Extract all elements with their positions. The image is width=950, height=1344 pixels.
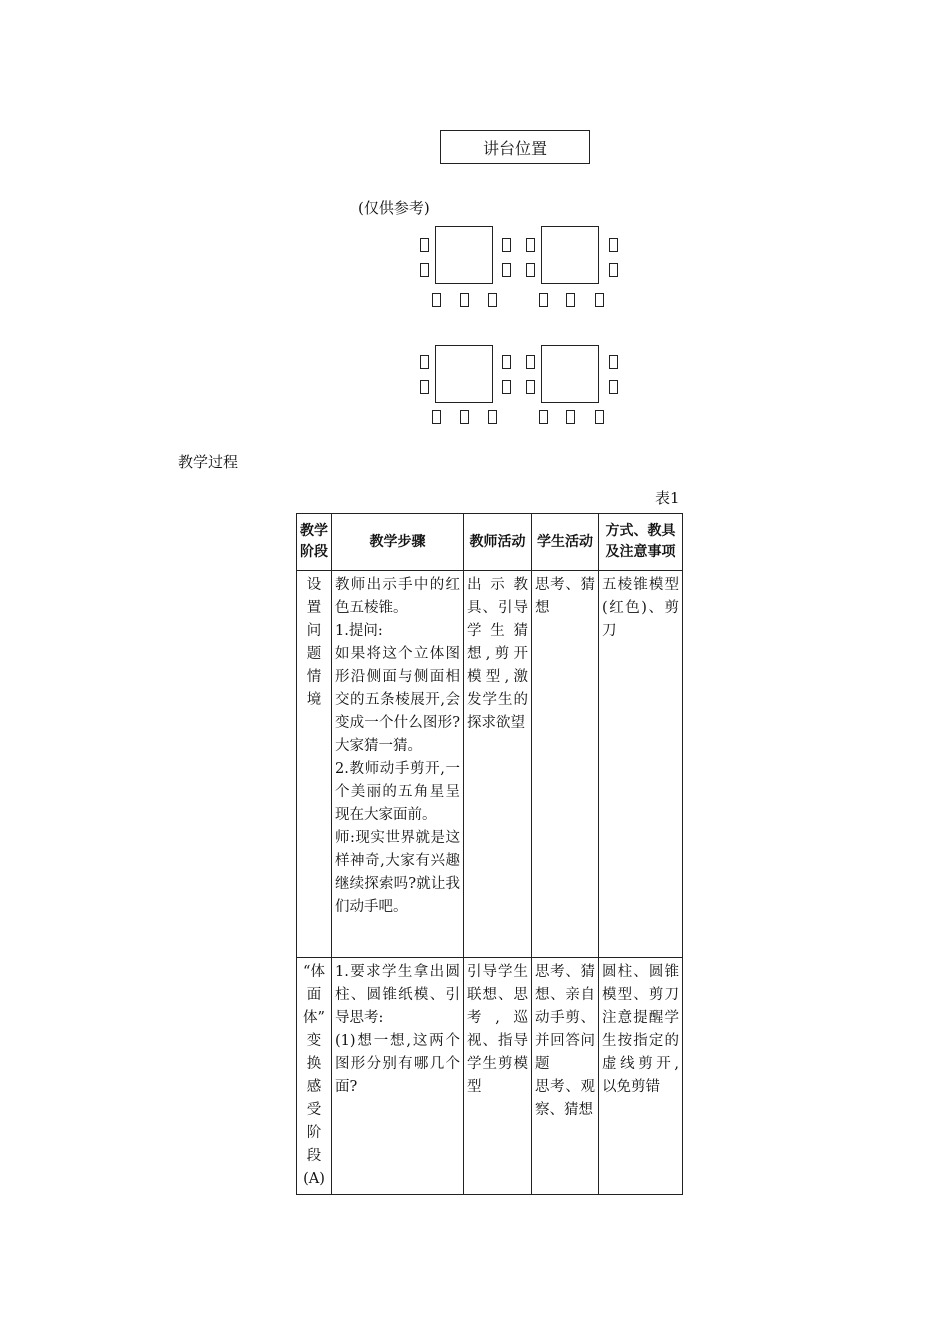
chair [595, 293, 604, 307]
seating-group-front-left [420, 226, 530, 326]
chair [460, 410, 469, 424]
chair [488, 410, 497, 424]
seating-group-back-left [420, 345, 530, 445]
chair [526, 355, 535, 369]
podium-position-box [440, 130, 590, 164]
chair [526, 238, 535, 252]
lesson-plan-table [296, 513, 683, 1195]
table-header-row [297, 514, 683, 571]
chair [420, 355, 429, 369]
chair [595, 410, 604, 424]
seating-group-back-right [526, 345, 636, 445]
chair [488, 293, 497, 307]
stage-cell: “体 面 体” 变换 感受 阶段 (A) [297, 958, 332, 1195]
chair [502, 263, 511, 277]
chair [609, 238, 618, 252]
chair [539, 410, 548, 424]
steps-cell: 教师出示手中的红色五棱锥。 1.提问: 如果将这个立体图形沿侧面与侧面相交的五条棱展开,会变成一个什么图形?大家猜一猜。 2.教师动手剪开,一个美丽的五角星呈现在大家面前。 师:现实世界就是这样神奇,大家有兴趣继续探索吗?就让我们动手吧。 [332, 571, 464, 958]
header-notes: 方式、教具 及注意事项 [599, 514, 683, 571]
table-row [297, 571, 683, 958]
chair [432, 293, 441, 307]
chair [609, 380, 618, 394]
chair [420, 263, 429, 277]
table-row [297, 958, 683, 1195]
steps-cell: 1.要求学生拿出圆柱、圆锥纸模、引导思考: (1)想一想,这两个图形分别有哪几个面? [332, 958, 464, 1195]
student-activity-cell: 思考、猜想 [532, 571, 599, 958]
chair [460, 293, 469, 307]
student-activity-cell: 思考、猜想、亲自动手剪、并回答问题 思考、观察、猜想 [532, 958, 599, 1195]
chair [566, 410, 575, 424]
section-title: 教学过程 [178, 453, 239, 471]
chair [609, 355, 618, 369]
header-student-activity: 学生活动 [532, 514, 599, 571]
teacher-activity-cell: 引导学生联想、思考,巡视、指导学生剪模型 [464, 958, 532, 1195]
chair [420, 238, 429, 252]
header-steps: 教学步骤 [332, 514, 464, 571]
desk [435, 345, 493, 403]
header-stage: 教学 阶段 [297, 514, 332, 571]
chair [502, 380, 511, 394]
notes-cell: 圆柱、圆锥模型、剪刀注意提醒学生按指定的虚线剪开,以免剪错 [599, 958, 683, 1195]
notes-cell: 五棱锥模型(红色)、剪刀 [599, 571, 683, 958]
chair [420, 380, 429, 394]
chair [502, 238, 511, 252]
teacher-activity-cell: 出示教具、引导学生猜想,剪开模型,激发学生的探求欲望 [464, 571, 532, 958]
chair [526, 380, 535, 394]
desk [435, 226, 493, 284]
podium-label: 讲台位置 [482, 138, 547, 158]
chair [539, 293, 548, 307]
chair [609, 263, 618, 277]
chair [566, 293, 575, 307]
desk [541, 226, 599, 284]
reference-note: (仅供参考) [358, 199, 430, 217]
seating-group-front-right [526, 226, 636, 326]
chair [526, 263, 535, 277]
stage-cell: 设置 问题 情境 [297, 571, 332, 958]
table-caption: 表1 [655, 489, 680, 507]
chair [502, 355, 511, 369]
desk [541, 345, 599, 403]
chair [432, 410, 441, 424]
header-teacher-activity: 教师活动 [464, 514, 532, 571]
